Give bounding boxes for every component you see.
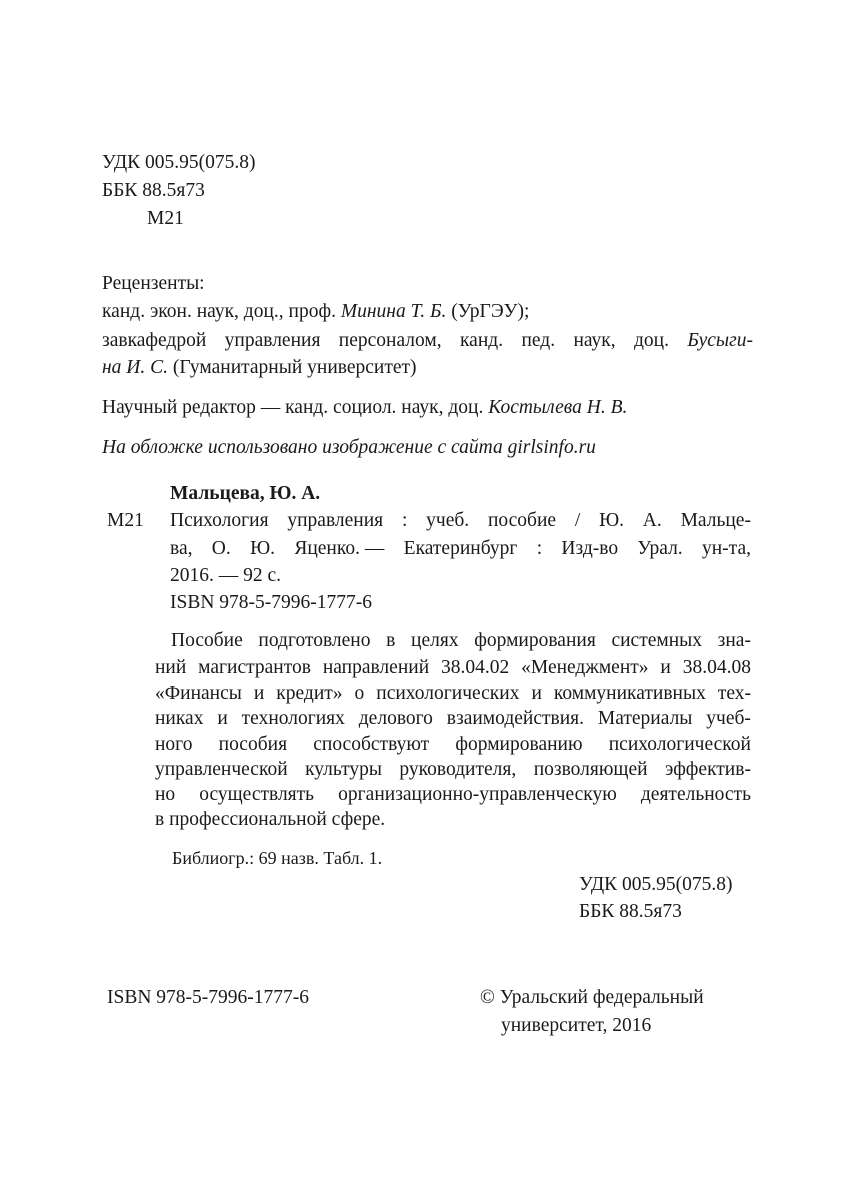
word: пособие (487, 510, 557, 531)
word: учеб- (706, 708, 751, 729)
word: пед. (521, 330, 556, 351)
word: деятельность (640, 784, 751, 805)
bbk-code: ББК 88.5я73 (102, 180, 205, 201)
word: Пособие (171, 630, 243, 651)
reviewer-2-name-part1: Бусыги- (687, 330, 753, 351)
copyright-line-1: © Уральский федеральный (480, 987, 704, 1008)
word: в (386, 630, 396, 651)
word: способствуют (313, 734, 430, 755)
scientific-editor (102, 398, 627, 418)
word: Ю. (599, 510, 624, 531)
word: делового (358, 708, 433, 729)
word: системных (611, 630, 703, 651)
word: 38.04.02 (441, 657, 510, 678)
book-author: Мальцева, Ю. А. (170, 483, 321, 504)
word: организационно-управленческую (338, 784, 617, 805)
annotation-line (155, 735, 751, 755)
word: позволяющей (533, 759, 648, 780)
footer-udk-code: УДК 005.95(075.8) (579, 874, 733, 895)
bibliographic-author-mark: М21 (107, 510, 144, 531)
editor-name: Костылева Н. В. (488, 397, 628, 418)
word: никах (155, 708, 204, 729)
word: Яценко. — (294, 538, 385, 559)
word: управления (287, 510, 384, 531)
reviewer-1 (102, 302, 529, 322)
editor-prefix: Научный редактор — канд. социол. наук, доц. (102, 397, 484, 418)
reviewer-2-line-2 (102, 358, 417, 378)
reviewer-2-org: (Гуманитарный университет) (172, 357, 417, 378)
word: «Менеджмент» (521, 657, 649, 678)
word: управленческой (155, 759, 288, 780)
word: О. (211, 538, 231, 559)
word: и (217, 708, 228, 729)
word: 38.04.08 (682, 657, 751, 678)
word: формированию (455, 734, 583, 755)
word: ва, (170, 538, 193, 559)
book-isbn: ISBN 978-5-7996-1777-6 (170, 592, 373, 613)
word: коммуникативных (553, 683, 706, 704)
word: магистрантов (198, 657, 311, 678)
word: : (536, 538, 543, 559)
annotation-line (155, 785, 751, 805)
cover-note: На обложке использовано изображение с сайта girlsinfo.ru (102, 437, 596, 458)
word: «Финансы (155, 683, 242, 704)
annotation-line (171, 631, 751, 651)
author-mark: М21 (147, 208, 184, 229)
word: ун-та, (702, 538, 751, 559)
word: тех- (717, 683, 751, 704)
word: о (354, 683, 365, 704)
word: целях (411, 630, 459, 651)
bibliographic-line-2 (170, 539, 751, 559)
footer-bbk-code: ББК 88.5я73 (579, 901, 682, 922)
word: Урал. (637, 538, 683, 559)
annotation-line (155, 709, 751, 729)
word: доц. (634, 330, 669, 351)
bottom-isbn: ISBN 978-5-7996-1777-6 (107, 987, 310, 1008)
reviewer-1-name: Минина Т. Б. (340, 301, 447, 322)
reviewers-title: Рецензенты: (102, 273, 205, 294)
annotation-last-line: в профессиональной сфере. (155, 809, 386, 830)
word: и (531, 683, 542, 704)
word: Мальце- (680, 510, 751, 531)
reviewer-2-name-part2: на И. С. (102, 357, 169, 378)
word: направлений (322, 657, 430, 678)
word: управления (224, 330, 321, 351)
word: Екатеринбург (403, 538, 518, 559)
word: зна- (717, 630, 751, 651)
word: технологиях (241, 708, 345, 729)
word: культуры (305, 759, 382, 780)
word: завкафедрой (102, 330, 207, 351)
word: ний (155, 657, 187, 678)
reviewer-1-prefix: канд. экон. наук, доц., проф. (102, 301, 336, 322)
annotation-line (155, 684, 751, 704)
word: пособия (218, 734, 288, 755)
word: Изд-во (561, 538, 619, 559)
word: кредит» (276, 683, 343, 704)
word: но (155, 784, 176, 805)
bibliographic-line-3: 2016. — 92 с. (170, 565, 282, 586)
word: Материалы (597, 708, 693, 729)
word: эффектив- (665, 759, 751, 780)
word: психологических (376, 683, 520, 704)
word: наук, (573, 330, 616, 351)
word: осуществлять (199, 784, 315, 805)
bibliographic-line-1 (170, 511, 751, 531)
word: формирования (474, 630, 596, 651)
word: Психология (170, 510, 269, 531)
reviewer-2-line-1 (102, 331, 753, 351)
annotation-line (155, 658, 751, 678)
word: и (253, 683, 265, 704)
bibliography-note: Библиогр.: 69 назв. Табл. 1. (172, 848, 383, 868)
word: руководителя, (399, 759, 517, 780)
word: учеб. (426, 510, 470, 531)
word: и (660, 657, 671, 678)
udk-code: УДК 005.95(075.8) (102, 152, 256, 173)
word: А. (642, 510, 662, 531)
annotation-line (155, 760, 751, 780)
word: канд. (460, 330, 504, 351)
word: : (401, 510, 408, 531)
word: подготовлено (258, 630, 371, 651)
word: взаимодействия. (446, 708, 585, 729)
word: / (574, 510, 581, 531)
word: персоналом, (338, 330, 442, 351)
word: психологической (608, 734, 751, 755)
copyright-line-2: университет, 2016 (501, 1015, 652, 1036)
word: Ю. (250, 538, 275, 559)
reviewer-1-org: (УрГЭУ); (451, 301, 530, 322)
word: ного (155, 734, 193, 755)
